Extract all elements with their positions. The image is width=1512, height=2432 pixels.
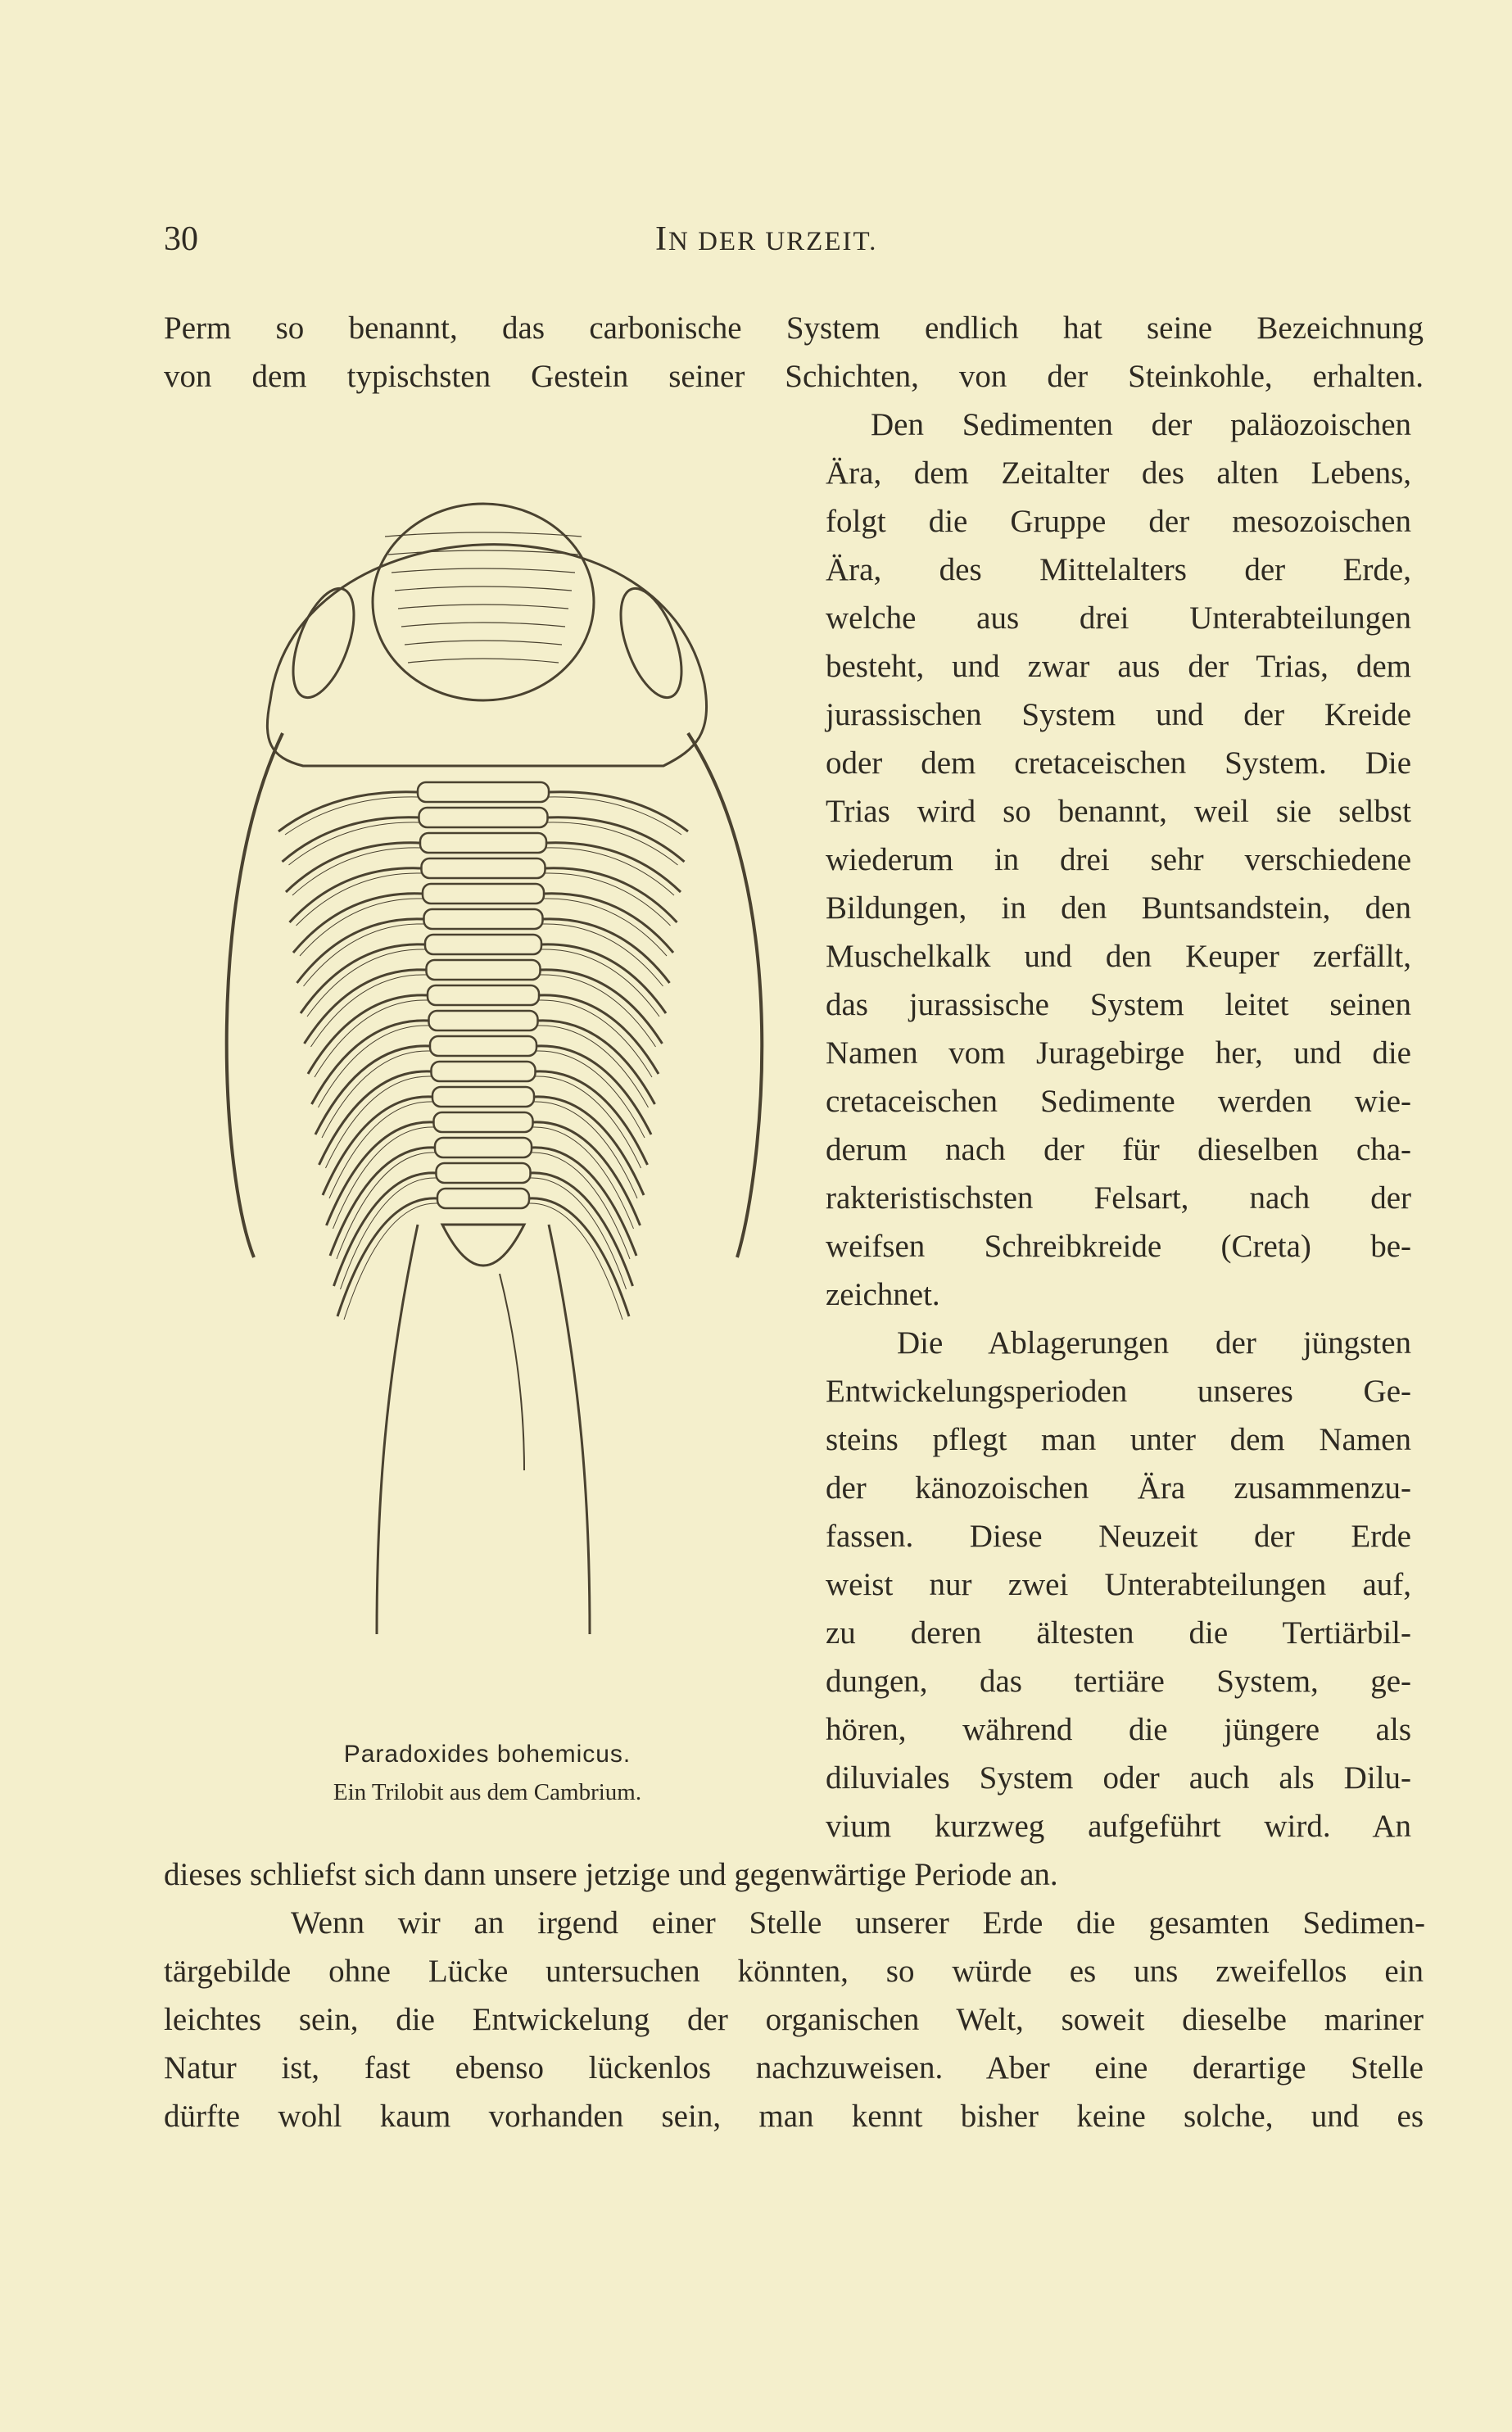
column-line: dungen, das tertiäre System, ge- bbox=[826, 1664, 1411, 1699]
column-line: vium kurzweg aufgeführt wird. An bbox=[826, 1809, 1411, 1844]
column-line: jurassischen System und der Kreide bbox=[826, 697, 1411, 732]
thoracic-axial-ring bbox=[425, 935, 541, 954]
thoracic-axial-ring bbox=[424, 909, 543, 929]
right-pleural-spine bbox=[541, 944, 666, 1013]
body-line: Natur ist, fast ebenso lückenlos nachzuweisen. Aber eine derartige Stelle bbox=[164, 2050, 1424, 2086]
column-line: fassen. Diese Neuzeit der Erde bbox=[826, 1519, 1411, 1554]
column-line: zu deren ältesten die Tertiärbil- bbox=[826, 1615, 1411, 1651]
glabella-furrow bbox=[401, 623, 565, 627]
left-pleural-spine bbox=[308, 995, 428, 1074]
column-line: der känozoischen Ära zusammenzu- bbox=[826, 1470, 1411, 1506]
trilobite-engraving bbox=[172, 438, 811, 1692]
thoracic-axial-ring bbox=[429, 1011, 538, 1030]
column-line: das jurassische System leitet seinen bbox=[826, 987, 1411, 1022]
right-pleural-hatch bbox=[529, 1203, 622, 1320]
column-line: hören, während die jüngere als bbox=[826, 1712, 1411, 1747]
left-pleural-hatch bbox=[344, 1203, 437, 1320]
thoracic-axial-ring bbox=[437, 1189, 529, 1208]
thoracic-axial-ring bbox=[428, 985, 539, 1005]
thoracic-axial-ring bbox=[420, 833, 546, 853]
figure-caption-subtitle: Ein Trilobit aus dem Cambrium. bbox=[333, 1779, 642, 1805]
body-line: Perm so benannt, das carbonische System endlich hat seine Bezeichnung bbox=[164, 310, 1424, 346]
running-title: IN DER URZEIT. bbox=[655, 220, 878, 258]
left-pleural-hatch bbox=[326, 1076, 432, 1168]
column-line: derum nach der für dieselben cha- bbox=[826, 1132, 1411, 1167]
right-pleural-spine bbox=[534, 1097, 644, 1195]
column-line: Namen vom Juragebirge her, und die bbox=[826, 1035, 1411, 1071]
page-header bbox=[164, 220, 1425, 269]
glabella-furrow bbox=[398, 605, 568, 609]
column-line: folgt die Gruppe der mesozoischen bbox=[826, 504, 1411, 539]
column-line: Entwickelungsperioden unseres Ge- bbox=[826, 1374, 1411, 1409]
column-line: Trias wird so benannt, weil sie selbst bbox=[826, 794, 1411, 829]
column-line: Die Ablagerungen der jüngsten bbox=[897, 1325, 1411, 1361]
column-line: oder dem cretaceischen System. Die bbox=[826, 745, 1411, 781]
right-genal-spine bbox=[688, 733, 762, 1257]
column-line: steins pflegt man unter dem Namen bbox=[826, 1422, 1411, 1457]
thoracic-axial-ring bbox=[430, 1036, 536, 1056]
thoracic-axial-ring bbox=[434, 1112, 533, 1132]
thoracic-axial-ring bbox=[427, 960, 541, 980]
column-line: Bildungen, in den Buntsandstein, den bbox=[826, 890, 1411, 926]
column-line: zeichnet. bbox=[826, 1277, 940, 1312]
left-eye bbox=[281, 581, 366, 705]
body-line: dieses schliefst sich dann unsere jetzige und gegenwärtige Periode an. bbox=[164, 1857, 1058, 1892]
page-number: 30 bbox=[164, 220, 198, 258]
body-line: Wenn wir an irgend einer Stelle unserer Erde die gesamten Sedimen- bbox=[291, 1905, 1425, 1941]
column-line: Ära, des Mittelalters der Erde, bbox=[826, 552, 1411, 587]
right-pleural-hatch bbox=[536, 1076, 641, 1168]
glabella-furrow bbox=[408, 659, 559, 663]
column-line: cretaceischen Sedimente werden wie- bbox=[826, 1084, 1411, 1119]
left-pleural-spine bbox=[323, 1097, 432, 1195]
glabella-furrow bbox=[395, 586, 572, 591]
thoracic-axial-ring bbox=[418, 782, 549, 802]
thoracic-axial-ring bbox=[437, 1163, 531, 1183]
thoracic-axial-ring bbox=[419, 808, 548, 827]
column-line: rakteristischsten Felsart, nach der bbox=[826, 1180, 1411, 1216]
center-tail-spine bbox=[500, 1274, 524, 1470]
left-genal-spine bbox=[227, 733, 283, 1257]
column-line: Den Sedimenten der paläozoischen bbox=[871, 407, 1411, 442]
body-line: von dem typischsten Gestein seiner Schichten, von der Steinkohle, erhalten. bbox=[164, 359, 1424, 394]
right-eye bbox=[609, 581, 694, 705]
column-line: welche aus drei Unterabteilungen bbox=[826, 600, 1411, 636]
thoracic-axial-ring bbox=[422, 858, 545, 878]
body-line: leichtes sein, die Entwickelung der organischen Welt, soweit dieselbe mariner bbox=[164, 2002, 1424, 2037]
column-line: weist nur zwei Unterabteilungen auf, bbox=[826, 1567, 1411, 1602]
right-pleural-spine bbox=[541, 970, 663, 1044]
column-line: Muschelkalk und den Keuper zerfällt, bbox=[826, 939, 1411, 974]
column-line: Ära, dem Zeitalter des alten Lebens, bbox=[826, 455, 1411, 491]
pygidium bbox=[442, 1225, 524, 1266]
column-line: diluviales System oder auch als Dilu- bbox=[826, 1760, 1411, 1796]
thoracic-axial-ring bbox=[432, 1062, 536, 1081]
glabella-furrow bbox=[392, 568, 575, 573]
cephalon-outline bbox=[267, 545, 706, 766]
right-tail-spine bbox=[549, 1225, 590, 1634]
column-line: wiederum in drei sehr verschiedene bbox=[826, 842, 1411, 877]
figure-caption-title: Paradoxides bohemicus. bbox=[343, 1741, 632, 1768]
column-line: weifsen Schreibkreide (Creta) be- bbox=[826, 1229, 1411, 1264]
left-pleural-spine bbox=[301, 944, 425, 1013]
trilobite-illustration bbox=[172, 438, 811, 1692]
left-pleural-spine bbox=[305, 970, 427, 1044]
thoracic-axial-ring bbox=[432, 1087, 534, 1107]
column-line: besteht, und zwar aus der Trias, dem bbox=[826, 649, 1411, 684]
thoracic-axial-ring bbox=[435, 1138, 532, 1157]
glabella-furrow bbox=[405, 641, 562, 645]
glabella bbox=[373, 504, 594, 700]
right-pleural-spine bbox=[539, 995, 659, 1074]
body-line: tärgebilde ohne Lücke untersuchen könnten, so würde es uns zweifellos ein bbox=[164, 1954, 1424, 1989]
body-line: dürfte wohl kaum vorhanden sein, man kennt bisher keine solche, und es bbox=[164, 2099, 1424, 2134]
thoracic-axial-ring bbox=[423, 884, 544, 904]
glabella-furrow bbox=[385, 532, 582, 537]
left-tail-spine bbox=[377, 1225, 418, 1634]
